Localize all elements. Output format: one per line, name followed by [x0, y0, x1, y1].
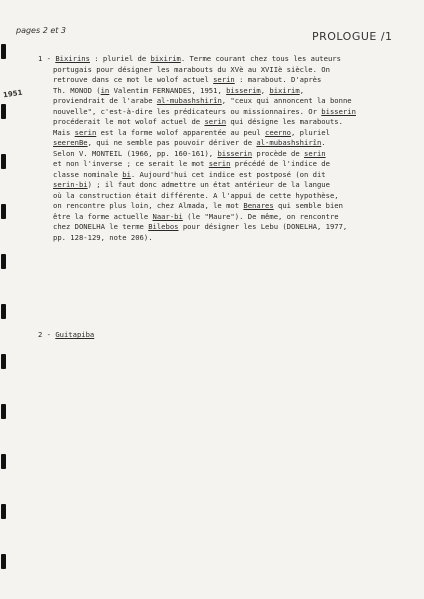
underlined-term: Naar-bi: [152, 211, 183, 221]
text-segment: Mais: [53, 127, 75, 137]
underlined-term: serin: [204, 117, 227, 126]
pages-reference: pages 2 et 3: [16, 26, 67, 35]
text-segment: proviendrait de l'arabe: [53, 96, 157, 105]
underlined-term: ceerno: [265, 127, 292, 137]
text-segment: pp. 128-129, note 206).: [53, 232, 153, 242]
text-segment: chez DONELHA le terme: [53, 222, 149, 231]
binder-hole: [1, 254, 6, 269]
underlined-term: al-mubashshirîn: [156, 96, 222, 105]
underlined-term: bisserin: [321, 106, 356, 116]
text-segment: , "ceux qui annoncent la bonne: [221, 96, 352, 105]
text-segment: Th. MONOD (: [53, 85, 101, 95]
text-line: [38, 149, 356, 160]
text-segment: pour désigner les Lebu (DONELHA, 1977,: [178, 222, 348, 231]
text-segment: .: [321, 138, 326, 147]
margin-annotation: 1951: [2, 88, 23, 100]
text-line: [38, 86, 356, 97]
underlined-term: serin: [74, 127, 97, 137]
section-label: PROLOGUE /1: [312, 30, 393, 43]
text-segment: classe nominale: [53, 169, 123, 179]
text-segment: , qui ne semble pas pouvoir dériver de: [87, 138, 257, 147]
text-line: [38, 54, 356, 65]
binder-hole: [1, 154, 6, 169]
binder-hole: [1, 204, 6, 219]
text-line: [38, 233, 356, 244]
underlined-term: serin: [208, 159, 231, 168]
text-segment: précédé de l'indice de: [230, 159, 330, 168]
text-line: [38, 180, 356, 191]
note-number: 1 -: [38, 54, 56, 63]
text-line: [38, 201, 356, 212]
binder-hole: [1, 454, 6, 469]
underlined-term: bisserin: [217, 148, 253, 158]
text-line: [38, 170, 356, 181]
binder-hole: [1, 404, 6, 419]
underlined-term: bixirim: [269, 85, 300, 95]
text-line: [38, 159, 356, 170]
binder-hole: [1, 304, 6, 319]
text-segment: et non l'inverse ; ce serait le mot: [53, 159, 209, 168]
text-line: [38, 330, 94, 341]
text-segment: : marabout. D'après: [234, 75, 322, 84]
footnote-1: [38, 54, 356, 243]
text-line: [38, 128, 356, 139]
text-segment: on rencontre plus loin, chez Almada, le mot: [53, 201, 244, 210]
underlined-term: Bixirins: [55, 54, 90, 63]
text-segment: qui semble bien: [273, 201, 343, 210]
underlined-term: Bilebos: [148, 222, 179, 231]
text-segment: ,: [299, 85, 305, 95]
text-line: [38, 212, 356, 223]
text-segment: est la forme wolof apparentée au peul: [96, 127, 266, 137]
text-line: [38, 107, 356, 118]
text-segment: retrouve dans ce mot le wolof actuel: [53, 75, 214, 84]
underlined-term: serin: [304, 148, 326, 158]
binder-hole: [1, 554, 6, 569]
note-number: 2 -: [38, 330, 56, 339]
binder-hole: [1, 354, 6, 369]
underlined-term: Benares: [243, 201, 274, 210]
text-segment: où la construction était différente. A l'appui de cette hypothèse,: [53, 190, 339, 200]
text-segment: Selon V. MONTEIL (1966, pp. 160-161),: [53, 148, 218, 158]
text-segment: ,: [260, 85, 270, 95]
text-segment: qui désigne les marabouts.: [226, 117, 343, 126]
text-segment: : pluriel de: [89, 54, 151, 63]
underlined-term: bixirim: [150, 54, 181, 63]
text-segment: nouvelle", c'est-à-dire les prédicateurs ou missionnaires. Or: [53, 106, 322, 116]
text-line: [38, 75, 356, 86]
text-segment: portugais pour désigner les marabouts du XVè au XVIIè siècle. On: [53, 64, 330, 74]
underlined-term: al-mubashshirîn: [256, 138, 322, 147]
underlined-term: serin-bi: [53, 180, 88, 189]
text-segment: procède de: [252, 148, 304, 158]
text-line: [38, 96, 356, 107]
binder-hole: [1, 104, 6, 119]
underlined-term: bi: [122, 169, 131, 179]
text-line: [38, 117, 356, 128]
underlined-term: bisserim: [226, 85, 261, 95]
text-segment: . Terme courant chez tous les auteurs: [180, 54, 341, 63]
text-segment: procéderait le mot wolof actuel de: [53, 117, 205, 126]
text-segment: ) ; il faut donc admettre un état antérieur de la langue: [87, 180, 330, 189]
binder-hole: [1, 504, 6, 519]
text-segment: . Aujourd'hui cet indice est postposé (on dit: [130, 169, 326, 179]
text-segment: Valentim FERNANDES, 1951,: [109, 85, 227, 95]
binder-hole: [1, 44, 6, 59]
text-line: [38, 138, 356, 149]
text-segment: (le "Maure"). De même, on rencontre: [182, 211, 339, 221]
text-segment: être la forme actuelle: [53, 211, 153, 221]
underlined-term: seerenBe: [53, 138, 88, 147]
underlined-term: serin: [213, 75, 235, 84]
footnote-2: [38, 330, 94, 341]
underlined-term: Guitapiba: [55, 330, 95, 339]
underlined-term: in: [100, 85, 110, 95]
text-line: [38, 191, 356, 202]
text-line: [38, 65, 356, 76]
text-segment: , pluriel: [291, 127, 330, 137]
text-line: [38, 222, 356, 233]
